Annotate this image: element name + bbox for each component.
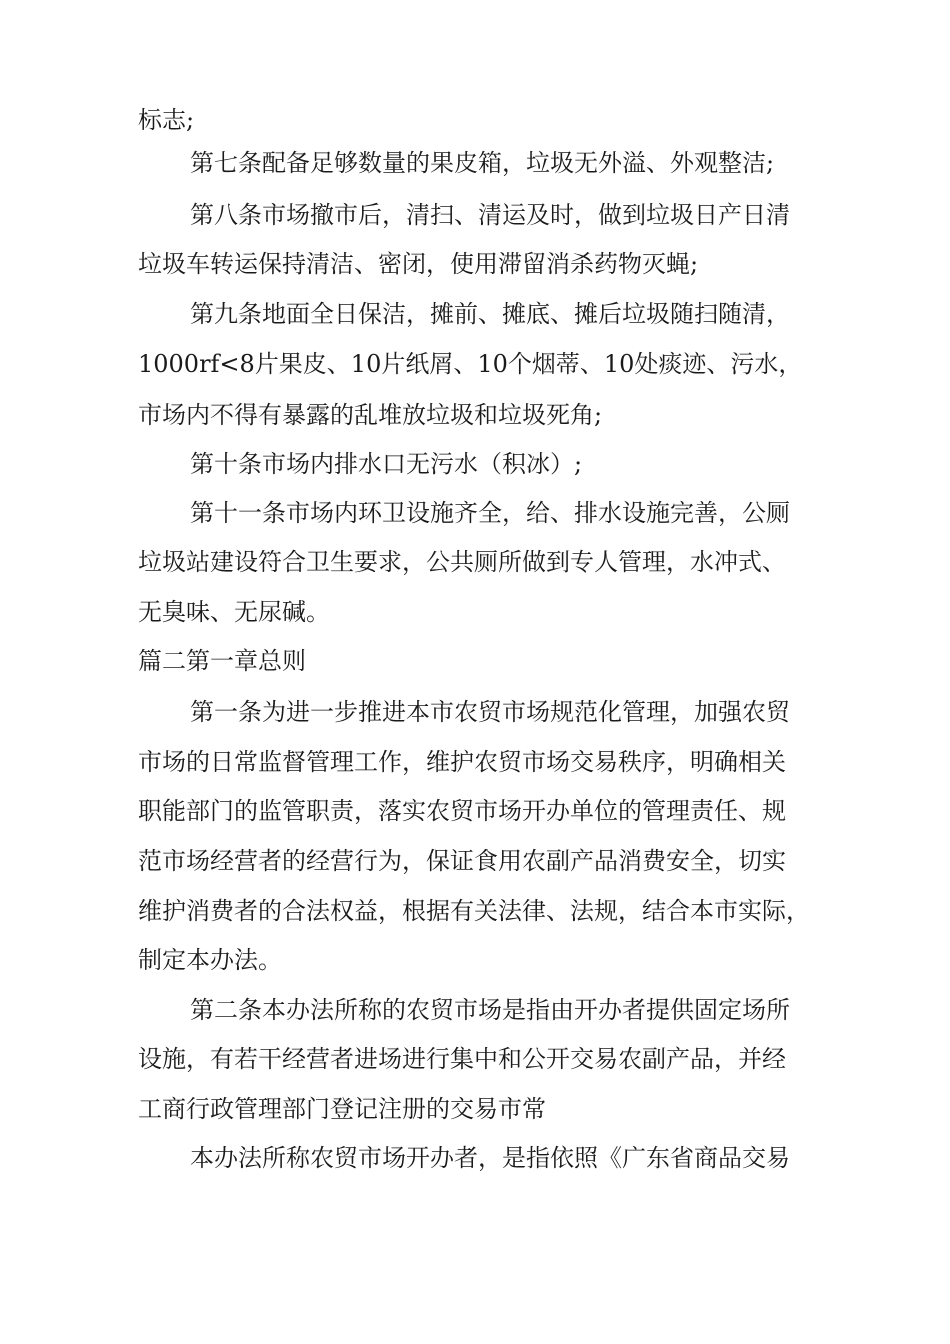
text-line: 制定本办法。 [138,946,282,974]
text-line: 第十条市场内排水口无污水（积冰）; [190,450,583,478]
text-line: 第八条市场撤市后，清扫、清运及时，做到垃圾日产日清 [190,201,790,229]
text-line: 标志; [138,106,195,134]
text-line: 本办法所称农贸市场开办者，是指依照《广东省商品交易 [190,1144,790,1172]
section-heading: 篇二第一章总则 [138,647,306,675]
text-line: 无臭味、无尿碱。 [138,598,330,626]
text-line: 维护消费者的合法权益，根据有关法律、法规，结合本市实际， [138,897,810,925]
text-line: 1000rf<8片果皮、10片纸屑、10个烟蒂、10处痰迹、污水， [138,350,803,378]
text-line: 市场内不得有暴露的乱堆放垃圾和垃圾死角; [138,401,603,429]
text-line: 第七条配备足够数量的果皮箱，垃圾无外溢、外观整洁; [190,149,775,177]
text-line: 第十一条市场内环卫设施齐全，给、排水设施完善，公厕 [190,499,790,527]
text-line: 垃圾车转运保持清洁、密闭，使用滞留消杀药物灭蝇; [138,250,699,278]
text-line: 垃圾站建设符合卫生要求，公共厕所做到专人管理，水冲式、 [138,548,786,576]
text-line: 工商行政管理部门登记注册的交易市常 [138,1095,546,1123]
text-line: 职能部门的监管职责，落实农贸市场开办单位的管理责任、规 [138,797,786,825]
text-line: 市场的日常监督管理工作，维护农贸市场交易秩序，明确相关 [138,748,786,776]
text-line: 设施，有若干经营者进场进行集中和公开交易农副产品，并经 [138,1045,786,1073]
text-line: 范市场经营者的经营行为，保证食用农副产品消费安全，切实 [138,847,786,875]
text-line: 第二条本办法所称的农贸市场是指由开办者提供固定场所 [190,996,790,1024]
text-line: 第一条为进一步推进本市农贸市场规范化管理，加强农贸 [190,698,790,726]
text-line: 第九条地面全日保洁，摊前、摊底、摊后垃圾随扫随清， [190,300,790,328]
